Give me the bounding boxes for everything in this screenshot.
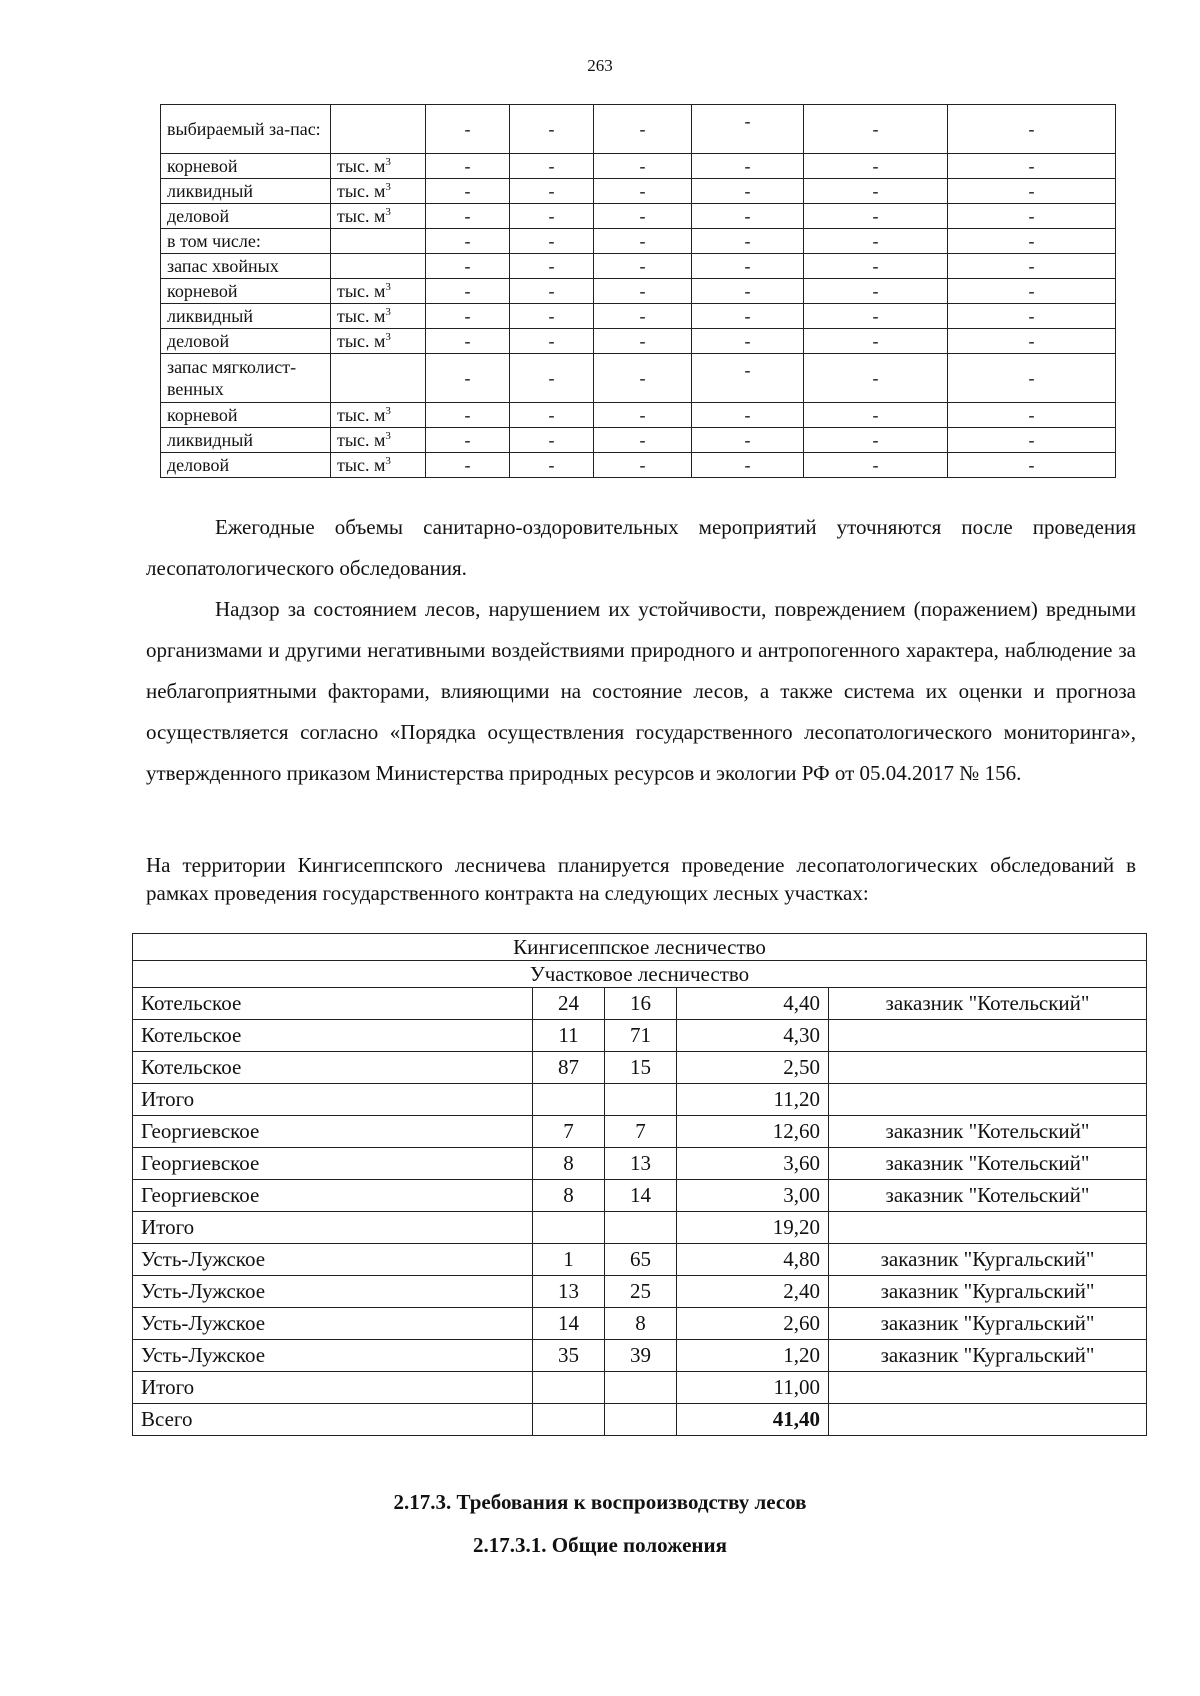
row-unit	[331, 329, 426, 354]
row-label: деловой	[161, 329, 331, 354]
value-cell: -	[692, 279, 804, 304]
value-cell: -	[804, 204, 948, 229]
note-text	[829, 1212, 1147, 1244]
value-cell: -	[594, 279, 692, 304]
value-cell: -	[426, 304, 510, 329]
value-cell: -	[594, 304, 692, 329]
value-cell: -	[426, 329, 510, 354]
value-cell: -	[692, 179, 804, 204]
value-cell: -	[510, 204, 594, 229]
value-cell: -	[804, 453, 948, 478]
district-name: Котельское	[133, 1052, 533, 1084]
section-number: 13	[605, 1148, 677, 1180]
section-number: 7	[605, 1116, 677, 1148]
district-name: Усть-Лужское	[133, 1308, 533, 1340]
table-row	[161, 254, 1116, 279]
section-number: 71	[605, 1020, 677, 1052]
value-cell: -	[804, 254, 948, 279]
table-row	[133, 1372, 1147, 1404]
value-cell: -	[948, 179, 1116, 204]
value-cell: -	[426, 204, 510, 229]
row-label: корневой	[161, 154, 331, 179]
value-cell: -	[426, 229, 510, 254]
table-row	[161, 403, 1116, 428]
value-cell: -	[510, 403, 594, 428]
note-text: заказник "Котельский"	[829, 988, 1147, 1020]
section-number: 25	[605, 1276, 677, 1308]
section-number	[605, 1212, 677, 1244]
quarter-number: 24	[533, 988, 605, 1020]
district-name: Георгиевское	[133, 1180, 533, 1212]
value-cell: -	[692, 204, 804, 229]
value-cell: -	[510, 105, 594, 154]
unit-text: тыс. м	[337, 181, 386, 201]
unit-superscript: 3	[385, 331, 391, 343]
value-cell: -	[426, 105, 510, 154]
unit-text: тыс. м	[337, 331, 386, 351]
value-cell: -	[948, 279, 1116, 304]
section-number: 39	[605, 1340, 677, 1372]
quarter-number: 13	[533, 1276, 605, 1308]
table-row	[161, 229, 1116, 254]
table-row	[133, 1020, 1147, 1052]
area-value: 19,20	[677, 1212, 829, 1244]
value-cell: -	[594, 329, 692, 354]
area-value: 4,40	[677, 988, 829, 1020]
district-name: Усть-Лужское	[133, 1340, 533, 1372]
area-value: 11,00	[677, 1372, 829, 1404]
value-cell: -	[804, 229, 948, 254]
district-name: Итого	[133, 1212, 533, 1244]
row-unit	[331, 403, 426, 428]
row-unit	[331, 453, 426, 478]
value-cell: -	[948, 428, 1116, 453]
value-cell: -	[510, 329, 594, 354]
survey-table	[132, 933, 1147, 1436]
section-number: 16	[605, 988, 677, 1020]
value-cell: -	[426, 254, 510, 279]
value-cell: -	[804, 304, 948, 329]
value-cell: -	[426, 403, 510, 428]
table-row	[161, 304, 1116, 329]
value-cell: -	[948, 229, 1116, 254]
table-row	[133, 1052, 1147, 1084]
value-cell: -	[594, 229, 692, 254]
value-cell: -	[594, 105, 692, 154]
value-cell: -	[510, 229, 594, 254]
unit-text: тыс. м	[337, 156, 386, 176]
quarter-number: 11	[533, 1020, 605, 1052]
section-number: 15	[605, 1052, 677, 1084]
table-row	[133, 1084, 1147, 1116]
table-row	[161, 279, 1116, 304]
quarter-number: 14	[533, 1308, 605, 1340]
note-text	[829, 1372, 1147, 1404]
table-row	[133, 988, 1147, 1020]
section-number: 14	[605, 1180, 677, 1212]
table-row	[161, 154, 1116, 179]
table-row	[133, 1276, 1147, 1308]
value-cell: -	[426, 279, 510, 304]
area-value: 2,60	[677, 1308, 829, 1340]
table-row	[161, 329, 1116, 354]
unit-superscript: 3	[385, 181, 391, 193]
value-cell: -	[692, 105, 804, 154]
district-name: Георгиевское	[133, 1148, 533, 1180]
unit-text: тыс. м	[337, 455, 386, 475]
quarter-number: 35	[533, 1340, 605, 1372]
note-text: заказник "Кургальский"	[829, 1244, 1147, 1276]
survey-header-district	[133, 961, 1147, 988]
row-label: ликвидный	[161, 428, 331, 453]
row-label: деловой	[161, 204, 331, 229]
district-name: Усть-Лужское	[133, 1244, 533, 1276]
area-value: 3,00	[677, 1180, 829, 1212]
note-text	[829, 1020, 1147, 1052]
stock-table	[160, 104, 1116, 478]
value-cell: -	[594, 453, 692, 478]
value-cell: -	[948, 354, 1116, 403]
row-label: ликвидный	[161, 304, 331, 329]
district-name: Итого	[133, 1084, 533, 1116]
value-cell: -	[948, 154, 1116, 179]
row-label: корневой	[161, 279, 331, 304]
table-row	[133, 1116, 1147, 1148]
row-unit	[331, 105, 426, 154]
area-value: 3,60	[677, 1148, 829, 1180]
area-value: 12,60	[677, 1116, 829, 1148]
district-name: Георгиевское	[133, 1116, 533, 1148]
value-cell: -	[594, 254, 692, 279]
value-cell: -	[510, 453, 594, 478]
table-row	[133, 1244, 1147, 1276]
value-cell: -	[510, 179, 594, 204]
note-text: заказник "Кургальский"	[829, 1340, 1147, 1372]
value-cell: -	[426, 428, 510, 453]
table-row	[133, 1180, 1147, 1212]
area-value: 4,80	[677, 1244, 829, 1276]
value-cell: -	[804, 279, 948, 304]
note-text: заказник "Котельский"	[829, 1148, 1147, 1180]
section-heading: 2.17.3. Требования к воспроизводству лесов	[393, 1490, 807, 1514]
unit-text: тыс. м	[337, 405, 386, 425]
area-value: 1,20	[677, 1340, 829, 1372]
quarter-number: 8	[533, 1180, 605, 1212]
unit-text: тыс. м	[337, 430, 386, 450]
value-cell: -	[692, 354, 804, 403]
unit-superscript: 3	[385, 206, 391, 218]
district-name: Всего	[133, 1404, 533, 1436]
value-cell: -	[692, 304, 804, 329]
district-name: Усть-Лужское	[133, 1276, 533, 1308]
row-label: в том числе:	[161, 229, 331, 254]
value-cell: -	[510, 354, 594, 403]
value-cell: -	[948, 254, 1116, 279]
note-text: заказник "Кургальский"	[829, 1308, 1147, 1340]
section-number: 8	[605, 1308, 677, 1340]
area-value: 2,50	[677, 1052, 829, 1084]
header-forestry: Кингисеппское лесничество	[133, 934, 1147, 961]
row-label: деловой	[161, 453, 331, 478]
value-cell: -	[692, 154, 804, 179]
unit-superscript: 3	[385, 281, 391, 293]
page-number: 263	[587, 56, 613, 75]
unit-superscript: 3	[385, 306, 391, 318]
value-cell: -	[692, 403, 804, 428]
district-name: Итого	[133, 1372, 533, 1404]
value-cell: -	[804, 179, 948, 204]
table-row	[161, 354, 1116, 403]
value-cell: -	[594, 403, 692, 428]
table-row	[161, 428, 1116, 453]
value-cell: -	[804, 329, 948, 354]
value-cell: -	[948, 453, 1116, 478]
note-text: заказник "Котельский"	[829, 1180, 1147, 1212]
paragraph-1: Ежегодные объемы санитарно-оздоровительных мероприятий уточняются после проведения лесопатологического обследования.	[146, 515, 1136, 580]
unit-text: тыс. м	[337, 281, 386, 301]
row-label: корневой	[161, 403, 331, 428]
row-label: ликвидный	[161, 179, 331, 204]
value-cell: -	[594, 428, 692, 453]
district-name: Котельское	[133, 988, 533, 1020]
quarter-number	[533, 1372, 605, 1404]
value-cell: -	[804, 354, 948, 403]
quarter-number	[533, 1084, 605, 1116]
value-cell: -	[692, 254, 804, 279]
row-unit	[331, 254, 426, 279]
unit-superscript: 3	[385, 430, 391, 442]
value-cell: -	[948, 403, 1116, 428]
value-cell: -	[804, 428, 948, 453]
area-value: 4,30	[677, 1020, 829, 1052]
section-number: 65	[605, 1244, 677, 1276]
value-cell: -	[948, 105, 1116, 154]
value-cell: -	[692, 453, 804, 478]
value-cell: -	[594, 204, 692, 229]
value-cell: -	[510, 254, 594, 279]
row-unit	[331, 229, 426, 254]
quarter-number: 87	[533, 1052, 605, 1084]
table-row	[161, 453, 1116, 478]
note-text: заказник "Котельский"	[829, 1116, 1147, 1148]
value-cell: -	[426, 154, 510, 179]
area-value: 2,40	[677, 1276, 829, 1308]
value-cell: -	[510, 279, 594, 304]
value-cell: -	[804, 154, 948, 179]
value-cell: -	[948, 329, 1116, 354]
table-row	[133, 1148, 1147, 1180]
value-cell: -	[510, 304, 594, 329]
value-cell: -	[692, 428, 804, 453]
row-unit	[331, 428, 426, 453]
note-text: заказник "Кургальский"	[829, 1276, 1147, 1308]
table-row	[161, 105, 1116, 154]
value-cell: -	[804, 105, 948, 154]
subsection-heading: 2.17.3.1. Общие положения	[473, 1533, 727, 1557]
value-cell: -	[426, 179, 510, 204]
quarter-number: 7	[533, 1116, 605, 1148]
value-cell: -	[692, 229, 804, 254]
table-row	[161, 204, 1116, 229]
unit-superscript: 3	[385, 405, 391, 417]
table-row	[133, 1308, 1147, 1340]
quarter-number: 1	[533, 1244, 605, 1276]
unit-text: тыс. м	[337, 206, 386, 226]
row-unit	[331, 279, 426, 304]
row-unit	[331, 154, 426, 179]
note-text	[829, 1052, 1147, 1084]
value-cell: -	[594, 179, 692, 204]
value-cell: -	[948, 204, 1116, 229]
survey-header-forestry	[133, 934, 1147, 961]
row-unit	[331, 179, 426, 204]
unit-superscript: 3	[385, 455, 391, 467]
value-cell: -	[426, 453, 510, 478]
area-value: 11,20	[677, 1084, 829, 1116]
paragraph-3: На территории Кингисеппского лесничева планируется проведение лесопатологических обследований в рамках проведения государственного контракта на следующих лесных участках:	[146, 853, 1136, 905]
value-cell: -	[594, 354, 692, 403]
unit-text: тыс. м	[337, 306, 386, 326]
quarter-number: 8	[533, 1148, 605, 1180]
note-text	[829, 1404, 1147, 1436]
value-cell: -	[510, 428, 594, 453]
header-district: Участковое лесничество	[133, 961, 1147, 988]
table-row	[133, 1340, 1147, 1372]
row-label: запас мягколист-венных	[161, 354, 331, 403]
table-row	[161, 179, 1116, 204]
quarter-number	[533, 1212, 605, 1244]
quarter-number	[533, 1404, 605, 1436]
unit-superscript: 3	[385, 156, 391, 168]
section-number	[605, 1372, 677, 1404]
paragraph-2: Надзор за состоянием лесов, нарушением их устойчивости, повреждением (поражением) вредными организмами и другими негативными воздействиями природного и антропогенного характера, наблюдение за неблагоприятными факторами, влияющими на состояние лесов, а также система их оценки и прогноза осуществляется согласно «Порядка осуществления государственного лесопатологического мониторинга», утвержденного приказом Министерства природных ресурсов и экологии РФ от 05.04.2017 № 156.	[146, 597, 1136, 785]
value-cell: -	[594, 154, 692, 179]
value-cell: -	[692, 329, 804, 354]
table-row	[133, 1404, 1147, 1436]
note-text	[829, 1084, 1147, 1116]
row-unit	[331, 204, 426, 229]
value-cell: -	[510, 154, 594, 179]
table-row	[133, 1212, 1147, 1244]
row-label: выбираемый за-пас:	[161, 105, 331, 154]
row-label: запас хвойных	[161, 254, 331, 279]
district-name: Котельское	[133, 1020, 533, 1052]
section-number	[605, 1404, 677, 1436]
value-cell: -	[804, 403, 948, 428]
value-cell: -	[948, 304, 1116, 329]
area-value: 41,40	[677, 1404, 829, 1436]
row-unit	[331, 354, 426, 403]
row-unit	[331, 304, 426, 329]
value-cell: -	[426, 354, 510, 403]
section-number	[605, 1084, 677, 1116]
